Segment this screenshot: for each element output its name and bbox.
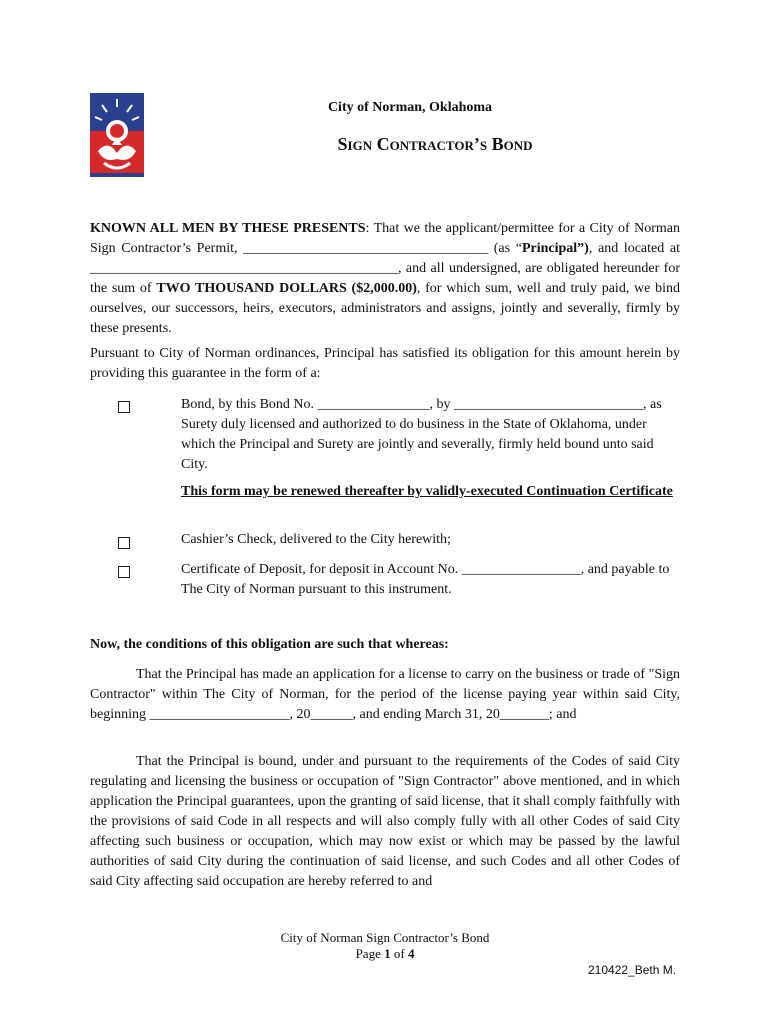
intro-text-2: , and located at ____________________________________________, and all undersigned, are obligated hereunder for the sum of bbox=[90, 241, 680, 296]
intro-text-3: , for which sum, well and truly paid, we bind ourselves, our successors, heirs, executors, administrators and assigns, jointly and severally, firmly by these presents. bbox=[90, 281, 681, 336]
page-number: 1 bbox=[384, 946, 391, 961]
cashiers-check-checkbox[interactable] bbox=[118, 537, 130, 549]
conditions-heading: Now, the conditions of this obligation are such that whereas: bbox=[90, 637, 449, 652]
of-word: of bbox=[390, 946, 408, 961]
bond-option-text: Bond, by this Bond No. ________________, by ___________________________, as Surety duly licensed and authorized to do business in the State of Oklahoma, under which the Principal and Surety are jointly and severally, firmly held bound unto said City. bbox=[181, 397, 662, 472]
pursuant-paragraph: Pursuant to City of Norman ordinances, Principal has satisfied its obligation for this amount herein by providing this guarantee in the form of a: bbox=[90, 346, 680, 381]
page-indicator bbox=[0, 946, 770, 962]
page-total: 4 bbox=[407, 946, 415, 961]
bond-amount: TWO THOUSAND DOLLARS ($2,000.00) bbox=[156, 281, 417, 296]
renewal-note: This form may be renewed thereafter by validly-executed Continuation Certificate bbox=[181, 484, 673, 499]
footer-doc-name: City of Norman Sign Contractor’s Bond bbox=[280, 930, 490, 945]
intro-lead: KNOWN ALL MEN BY THESE PRESENTS bbox=[90, 221, 366, 236]
city-header: City of Norman, Oklahoma bbox=[327, 100, 493, 115]
bond-checkbox[interactable] bbox=[118, 401, 130, 413]
document-title bbox=[0, 134, 770, 155]
page-word: Page bbox=[355, 946, 385, 961]
intro-text-1: : That we the applicant/permittee for a City of Norman Sign Contractor’s Permit, ___________________________________ (as “ bbox=[90, 221, 680, 256]
document-title-text: Sign Contractor’s Bond bbox=[337, 134, 533, 154]
certificate-deposit-text: Certificate of Deposit, for deposit in Account No. _________________, and payable to The City of Norman pursuant to this instrument. bbox=[181, 562, 670, 597]
cashiers-check-text: Cashier’s Check, delivered to the City herewith; bbox=[181, 532, 451, 547]
document-id: 210422_Beth M. bbox=[588, 963, 677, 977]
principal-term: Principal”) bbox=[521, 241, 589, 256]
conditions-paragraph-2: That the Principal is bound, under and pursuant to the requirements of the Codes of said City regulating and licensing the business or occupation of "Sign Contractor" above mentioned, and in which application the Principal guarantees, upon the granting of said license, that it shall comply faithfully with the provisions of said Code in all respects and will also comply fully with all other Codes of said City affecting such business or occupation, which may now exist or which may be passed by the lawful authorities of said City during the continuation of said license, and such Codes and all other Codes of said City affecting said occupation are hereby referred to and bbox=[90, 754, 680, 889]
intro-paragraph bbox=[90, 219, 680, 339]
conditions-paragraph-1: That the Principal has made an application for a license to carry on the business or trade of "Sign Contractor" within The City of Norman, for the period of the license paying year within said City, beginning ____________________, 20______, and ending March 31, 20_______; and bbox=[90, 667, 680, 722]
certificate-deposit-checkbox[interactable] bbox=[118, 566, 130, 578]
